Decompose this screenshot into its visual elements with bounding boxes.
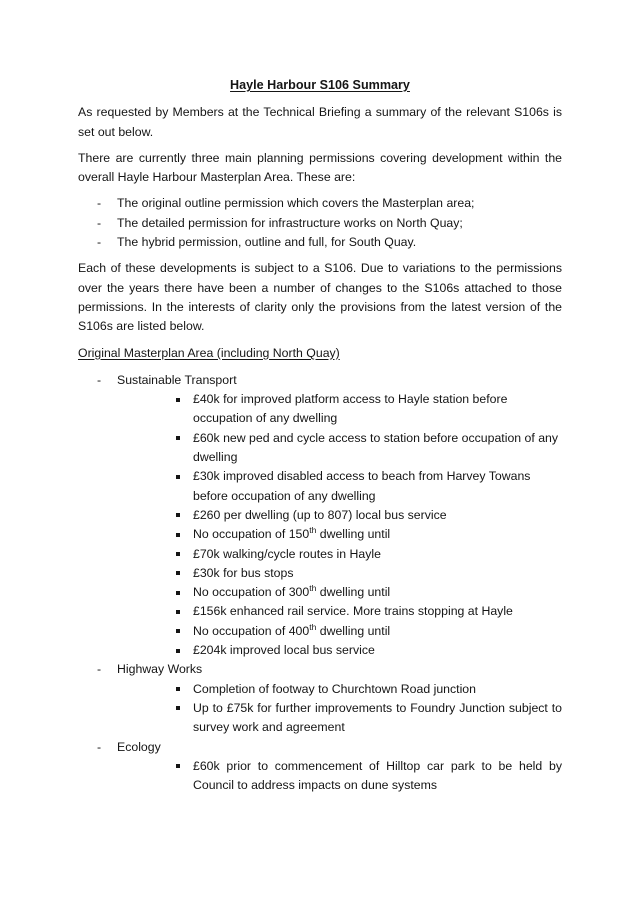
provision-text: £260 per dwelling (up to 807) local bus service — [193, 507, 447, 522]
dash-bullet-icon: - — [97, 739, 102, 754]
provision-item — [78, 680, 562, 699]
provision-item — [78, 467, 562, 506]
provision-text — [193, 527, 390, 541]
category-label: Highway Works — [117, 662, 203, 677]
dash-bullet-icon: - — [97, 215, 102, 230]
permissions-list-item — [78, 214, 562, 233]
provision-text-pre: No occupation of 400 — [193, 623, 310, 638]
dash-bullet-icon: - — [97, 662, 102, 677]
dash-bullet-icon: - — [97, 196, 102, 211]
provision-text-post: dwelling until — [316, 585, 391, 600]
square-bullet-icon — [176, 764, 180, 768]
provision-item — [78, 583, 562, 602]
provision-list — [78, 757, 562, 796]
square-bullet-icon — [176, 649, 180, 653]
category-label-row — [78, 660, 562, 679]
provision-item — [78, 602, 562, 621]
provision-list — [78, 680, 562, 738]
permissions-list-item-text: The detailed permission for infrastructure works on North Quay; — [117, 215, 463, 230]
provision-item — [78, 429, 562, 468]
square-bullet-icon — [176, 591, 180, 595]
provision-list — [78, 390, 562, 660]
provision-text: £60k new ped and cycle access to station before occupation of any dwelling — [193, 430, 559, 465]
document-title: Hayle Harbour S106 Summary — [230, 78, 410, 92]
provision-item — [78, 506, 562, 525]
square-bullet-icon — [176, 533, 180, 537]
provision-text: Up to £75k for further improvements to Foundry Junction subject to survey work and agreement — [193, 700, 562, 735]
provision-text — [193, 621, 391, 638]
provision-item — [78, 390, 562, 429]
square-bullet-icon — [176, 610, 180, 614]
provision-text: Completion of footway to Churchtown Road junction — [193, 681, 476, 696]
provision-text-post: dwelling until — [316, 527, 391, 542]
dash-bullet-icon: - — [97, 372, 102, 387]
provision-item — [78, 757, 562, 796]
section-heading: Original Masterplan Area (including North Quay) — [78, 345, 340, 360]
provision-text: £30k for bus stops — [193, 565, 294, 580]
provision-item — [78, 641, 562, 660]
category-label: Ecology — [117, 739, 161, 754]
square-bullet-icon — [176, 475, 180, 479]
permissions-list-item — [78, 233, 562, 252]
square-bullet-icon — [176, 436, 180, 440]
permissions-list-item — [78, 194, 562, 213]
provision-text-pre: No occupation of 150 — [193, 527, 310, 542]
provision-text-post: dwelling until — [316, 623, 391, 638]
intro-paragraph: As requested by Members at the Technical Briefing a summary of the relevant S106s is set out below. — [78, 105, 562, 139]
dash-bullet-icon: - — [97, 235, 102, 250]
square-bullet-icon — [176, 398, 180, 402]
provision-item — [78, 622, 562, 641]
square-bullet-icon — [176, 706, 180, 710]
provision-text: £60k prior to commencement of Hilltop car park to be held by Council to address impacts on dune systems — [193, 758, 562, 793]
provision-text: £30k improved disabled access to beach from Harvey Towans before occupation of any dwelling — [193, 469, 531, 503]
square-bullet-icon — [176, 513, 180, 517]
category-ecology — [78, 738, 562, 796]
provisions-outline — [78, 371, 562, 796]
category-label: Sustainable Transport — [117, 372, 237, 387]
provision-text: £156k enhanced rail service. More trains stopping at Hayle — [193, 604, 513, 619]
category-label-row — [78, 371, 562, 390]
provision-item — [78, 525, 562, 544]
square-bullet-icon — [176, 552, 180, 556]
permissions-intro-paragraph: There are currently three main planning permissions covering development within the overall Hayle Harbour Masterplan Area. These are: — [78, 150, 562, 185]
square-bullet-icon — [176, 687, 180, 691]
ordinal-superscript: th — [309, 525, 317, 536]
permissions-list-item-text: The original outline permission which covers the Masterplan area; — [117, 196, 475, 211]
provision-text — [193, 585, 390, 599]
provision-text-pre: No occupation of 300 — [193, 585, 310, 600]
ordinal-superscript: th — [309, 621, 317, 632]
provision-item — [78, 699, 562, 738]
provision-text: £204k improved local bus service — [193, 643, 375, 658]
provision-item — [78, 564, 562, 583]
square-bullet-icon — [176, 571, 180, 575]
provision-text: £40k for improved platform access to Hayle station before occupation of any dwelling — [193, 392, 508, 426]
permissions-list-item-text: The hybrid permission, outline and full, for South Quay. — [117, 235, 417, 250]
provision-text: £70k walking/cycle routes in Hayle — [193, 546, 381, 561]
category-label-row — [78, 738, 562, 757]
permissions-list — [78, 194, 562, 252]
provision-item — [78, 545, 562, 564]
square-bullet-icon — [176, 629, 180, 633]
category-highway-works — [78, 660, 562, 737]
s106-note-paragraph: Each of these developments is subject to a S106. Due to variations to the permissions over the years there have been a number of changes to the S106s attached to those permissions. In the interests of clarity only the provisions from the latest version of the S106s are listed below. — [78, 261, 562, 334]
ordinal-superscript: th — [309, 583, 317, 594]
category-sustainable-transport — [78, 371, 562, 660]
